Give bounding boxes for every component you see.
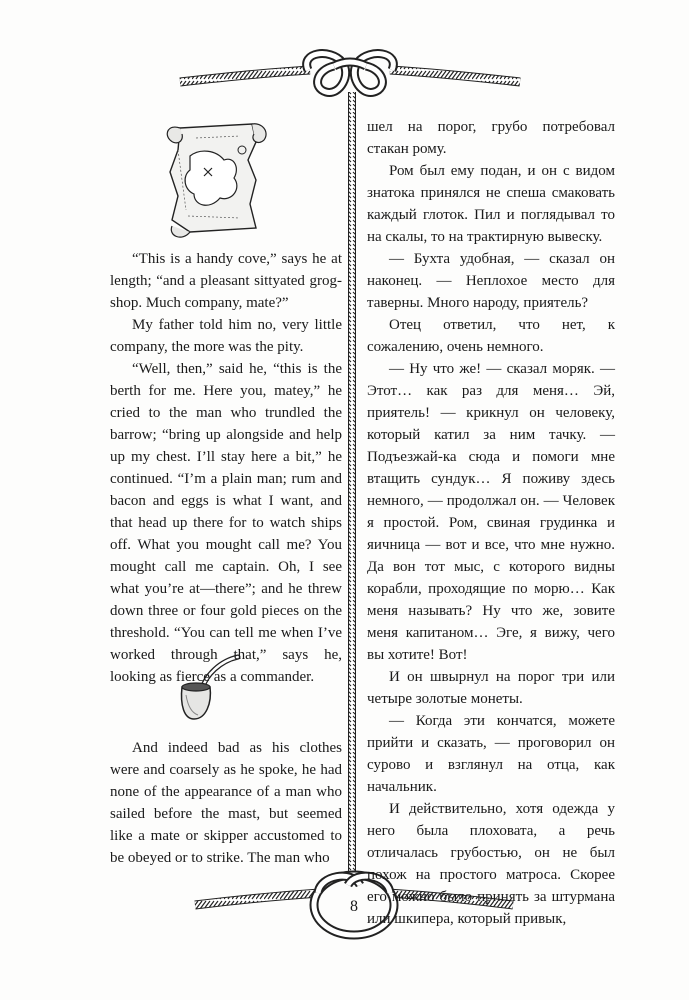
paragraph: My father told him no, very little company, the more was the pity. [110, 317, 342, 355]
top-rope [180, 54, 520, 93]
page-number: 8 [350, 898, 358, 915]
paragraph: — Бухта удобная, — сказал он наконец. — Неплохое место для таверны. Много народу, приятель? [367, 251, 615, 311]
paragraph: И он швырнул на порог три или четыре золотые монеты. [367, 669, 615, 707]
paragraph: “This is a handy cove,” says he at length; “and a pleasant sittyated grog-shop. Much company, mate?” [110, 251, 342, 311]
paragraph: — Ну что же! — сказал моряк. — Этот… как раз для меня… Эй, приятель! — крикнул он человеку, который катил за ним тачку. — Подъезжай-ка сюда и помоги мне втащить сундук… Я поживу здесь немного, — продолжал он. — Человек я простой. Ром, свиная грудинка и яичница — вот и все, что мне нужно. Да вон тот мыс, с которого видны корабли, проходящие по морю… Как меня называть? Ну что же, зовите меня капитаном… Эге, я вижу, чего вы хотите! Вот! [367, 361, 615, 663]
top-knot [307, 54, 394, 93]
paragraph: И действительно, хотя одежда у него была плоховата, а речь отличалась грубостью, он не был похож на простого матроса. Скорее его можно было принять за штурмана или шкипера, который привык, [367, 801, 615, 927]
paragraph: — Когда эти кончатся, можете прийти и сказать, — проговорил он сурово и взглянул на отца, как начальник. [367, 713, 615, 795]
treasure-map-icon [167, 124, 266, 237]
paragraph: Отец ответил, что нет, к сожалению, очень немного. [367, 317, 615, 355]
paragraph: Ром был ему подан, и он с видом знатока принялся не спеша смаковать каждый глоток. Пил и поглядывал то на скалы, то на трактирную вывеску. [367, 163, 615, 245]
left-column-top [110, 248, 342, 688]
right-column [367, 116, 615, 930]
paragraph: “Well, then,” said he, “this is the berth for me. Here you, matey,” he cried to the man who trundled the barrow; “bring up alongside and help up my chest. I’ll stay here a bit,” he continued. “I’m a plain man; rum and bacon and eggs is what I want, and that head up there for to watch ships off. What you mought call me? You mought call me captain. Oh, I see what you’re at—there”; and he threw down three or four gold pieces on the threshold. “You can tell me when I’ve worked through that,” says he, looking as fierce as a commander. [110, 361, 342, 685]
vertical-rope [348, 92, 356, 877]
paragraph: шел на порог, грубо потребовал стакан рому. [367, 119, 615, 157]
paragraph: And indeed bad as his clothes were and coarsely as he spoke, he had none of the appearance of a man who sailed before the mast, but seemed like a mate or skipper accustomed to be obeyed or to strike. The man who [110, 740, 342, 866]
left-column-bottom [110, 737, 342, 869]
